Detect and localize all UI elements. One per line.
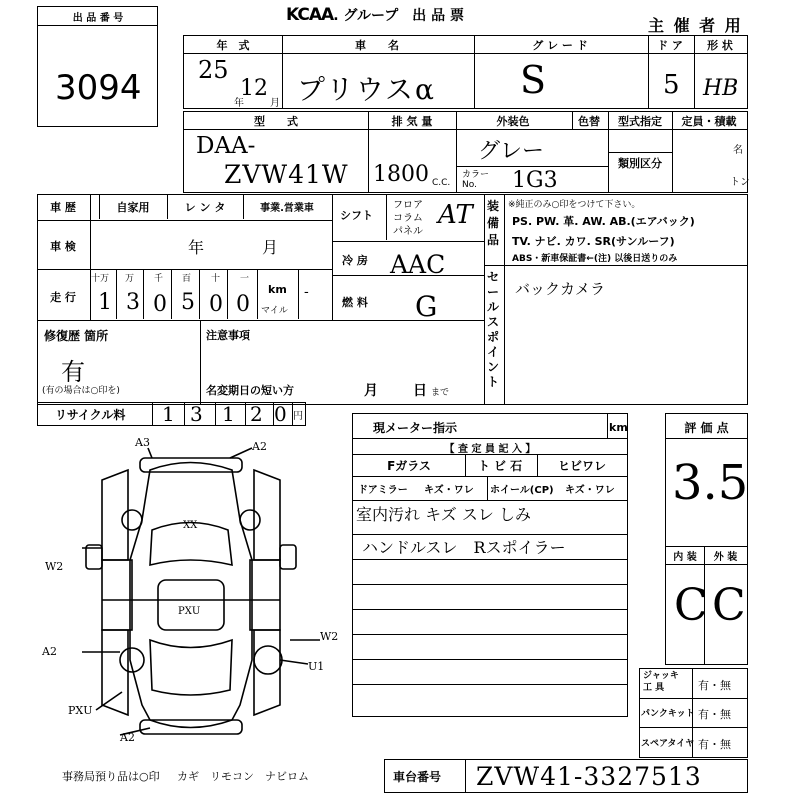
sales-point-label: セールスポイント <box>487 270 500 389</box>
digit-label-1: 一 <box>240 274 250 284</box>
notes-month: 月 <box>364 383 378 399</box>
interior-label: 内 装 <box>673 552 697 563</box>
repair-value: 有 <box>61 358 85 386</box>
color-no-value: 1G3 <box>512 168 558 193</box>
inspection-month-unit: 月 <box>262 238 279 257</box>
sales-point-text: バックカメラ <box>515 280 606 298</box>
notes-day: 日 <box>413 383 427 399</box>
spare-option: 有・無 <box>698 738 731 751</box>
spare-tire-label: スペアタイヤ <box>641 739 695 749</box>
mileage-label: 走 行 <box>50 291 76 304</box>
model-line2: ZVW41W <box>224 160 349 189</box>
lot-number: 3094 <box>55 68 142 108</box>
meter-label: 現メーター指示 <box>373 421 458 435</box>
fuel-value: G <box>415 290 438 323</box>
meter-unit: km <box>609 421 628 434</box>
damage-mark-rear-right: W2 <box>320 630 339 643</box>
organizer-label: 主 催 者 用 <box>648 16 743 35</box>
puncture-option: 有・無 <box>698 708 731 721</box>
mile-label: マイル <box>261 306 288 316</box>
equipment-line2: TV. ナビ. カワ. SR(サンルーフ) <box>512 235 675 248</box>
door-label: ド ア <box>657 39 683 52</box>
digit-label-100: 百 <box>182 274 192 284</box>
damage-mark-right-wheel: U1 <box>308 660 325 673</box>
fuel-label: 燃 料 <box>342 296 368 309</box>
exterior-label: 外 装 <box>713 552 738 563</box>
mileage-digit-2: 3 <box>126 290 140 315</box>
damage-mark-rear-corner: PXU <box>68 704 93 717</box>
history-rental: レ ン タ <box>184 201 226 214</box>
mileage-digit-5: 0 <box>209 292 223 317</box>
name-change-label: 名変期日の短い方 <box>206 384 294 397</box>
model-designation-label: 型式指定 <box>618 115 662 128</box>
recycle-digit-3: 1 <box>222 402 235 426</box>
shift-option-column: コラム <box>393 213 423 224</box>
jack-option: 有・無 <box>698 679 731 692</box>
lot-number-label: 出 品 番 号 <box>72 13 124 24</box>
month-unit: 月 <box>270 98 280 109</box>
equipment-line1: PS. PW. 革. AW. AB.(エアバック) <box>512 215 695 228</box>
shape-value: HB <box>703 76 739 101</box>
repair-label: 修復歴 箇所 <box>44 329 109 343</box>
inspection-label: 車 検 <box>50 240 76 253</box>
recycle-digit-2: 3 <box>190 402 203 426</box>
model-line1: DAA- <box>196 133 256 159</box>
recolor-label: 色替 <box>578 115 600 128</box>
grade-value: S <box>520 58 547 102</box>
inspector-note-1: 室内汚れ キズ スレ しみ <box>356 505 531 524</box>
unit-ton: トン <box>730 177 750 188</box>
repair-note: (有の場合は○印を) <box>42 386 120 396</box>
wheel-label: ホイール(CP) <box>490 485 554 496</box>
chassis-label: 車台番号 <box>393 770 442 784</box>
unit-people: 名 <box>733 145 743 156</box>
rating-value: 3.5 <box>672 455 749 511</box>
digit-label-100k: 十万 <box>91 274 110 284</box>
chip-stone-label: ト ビ 石 <box>477 459 523 473</box>
car-name-label: 車 名 <box>355 39 399 52</box>
scratch-break-1: キズ・ワレ <box>424 485 474 496</box>
digit-label-10k: 万 <box>125 274 135 284</box>
damage-mark-left-side: W2 <box>45 560 64 573</box>
title-brand: KCAA <box>286 5 334 25</box>
displacement-value: 1800 <box>373 162 429 187</box>
digit-label-1k: 千 <box>154 274 164 284</box>
shift-label: シフト <box>340 209 373 222</box>
cc-unit: C.C. <box>432 178 451 188</box>
mileage-dash: - <box>304 284 309 300</box>
keys-note: カギ リモコン ナビロム <box>177 770 309 783</box>
mileage-digit-1: 1 <box>98 290 112 315</box>
history-label: 車 歴 <box>50 201 76 214</box>
notes-until: まで <box>431 388 450 398</box>
damage-mark-rear-bumper: A2 <box>120 731 135 744</box>
exterior-color-value: グレー <box>478 139 545 164</box>
exterior-value: C <box>712 580 746 631</box>
damage-mark-front-right: A2 <box>252 440 267 453</box>
damage-mark-roof: PXU <box>178 606 201 617</box>
history-business: 事業.営業車 <box>260 203 314 214</box>
jack-label: ジャッキ 工 具 <box>643 671 679 693</box>
capacity-label: 定員・積載 <box>681 115 737 128</box>
km-label: km <box>268 283 287 296</box>
door-mirror-label: ドアミラー <box>358 485 408 496</box>
month-value: 12 <box>240 76 268 101</box>
year-value: 25 <box>198 56 229 84</box>
damage-mark-rear-left: A2 <box>42 645 57 658</box>
color-no-label: カラー No. <box>462 170 490 190</box>
recycle-digit-5: 0 <box>274 402 287 426</box>
recycle-digit-4: 2 <box>250 402 263 426</box>
equipment-line3: ABS・新車保証書←(注) 以後日送りのみ <box>512 254 678 264</box>
damage-mark-hood: XX <box>183 520 198 531</box>
shape-label: 形 状 <box>707 39 733 52</box>
history-private: 自家用 <box>116 201 150 214</box>
shift-value: AT <box>438 200 473 230</box>
shift-option-floor: フロア <box>393 200 423 211</box>
puncture-kit-label: パンクキット <box>641 709 695 719</box>
doors-value: 5 <box>663 70 680 100</box>
class-label: 類別区分 <box>618 157 662 170</box>
shift-option-panel: パネル <box>393 226 423 237</box>
mileage-digit-3: 0 <box>153 292 167 317</box>
interior-value: C <box>674 580 708 631</box>
model-label: 型 式 <box>254 115 298 128</box>
year-label: 年 式 <box>216 39 250 52</box>
exterior-color-label: 外装色 <box>496 115 530 128</box>
inspector-note-2: ハンドルスレ Rスポイラー <box>362 538 566 557</box>
digit-label-10: 十 <box>211 274 221 284</box>
displacement-label: 排 気 量 <box>391 115 433 128</box>
rating-label: 評 価 点 <box>684 421 729 435</box>
notes-label: 注意事項 <box>206 329 250 342</box>
chassis-number: ZVW41-3327513 <box>476 762 702 791</box>
scratch-break-2: キズ・ワレ <box>565 485 615 496</box>
equipment-label: 装備品 <box>487 199 500 247</box>
mileage-digit-4: 5 <box>181 290 195 315</box>
recycle-digit-1: 1 <box>162 402 175 426</box>
year-unit: 年 <box>234 98 244 109</box>
recycle-unit: 円 <box>293 411 303 422</box>
windshield-label: Fガラス <box>387 459 431 473</box>
inspector-label: 【 査 定 員 記 入 】 <box>444 444 536 455</box>
ac-label: 冷 房 <box>342 254 368 267</box>
car-name: プリウスα <box>297 73 436 106</box>
damage-mark-front-left: A3 <box>135 436 150 449</box>
title-rest: . グループ 出 品 票 <box>333 8 465 24</box>
inspection-year-unit: 年 <box>188 238 205 257</box>
mileage-digit-6: 0 <box>236 292 250 317</box>
ac-value: AAC <box>390 250 446 279</box>
equipment-note: ※純正のみ○印をつけて下さい。 <box>508 200 641 210</box>
crack-label: ヒビワレ <box>557 459 606 473</box>
recycle-label: リサイクル料 <box>55 408 126 422</box>
grade-label: グ レ ー ド <box>532 39 588 52</box>
office-note: 事務局預り品は○印 <box>62 770 160 783</box>
